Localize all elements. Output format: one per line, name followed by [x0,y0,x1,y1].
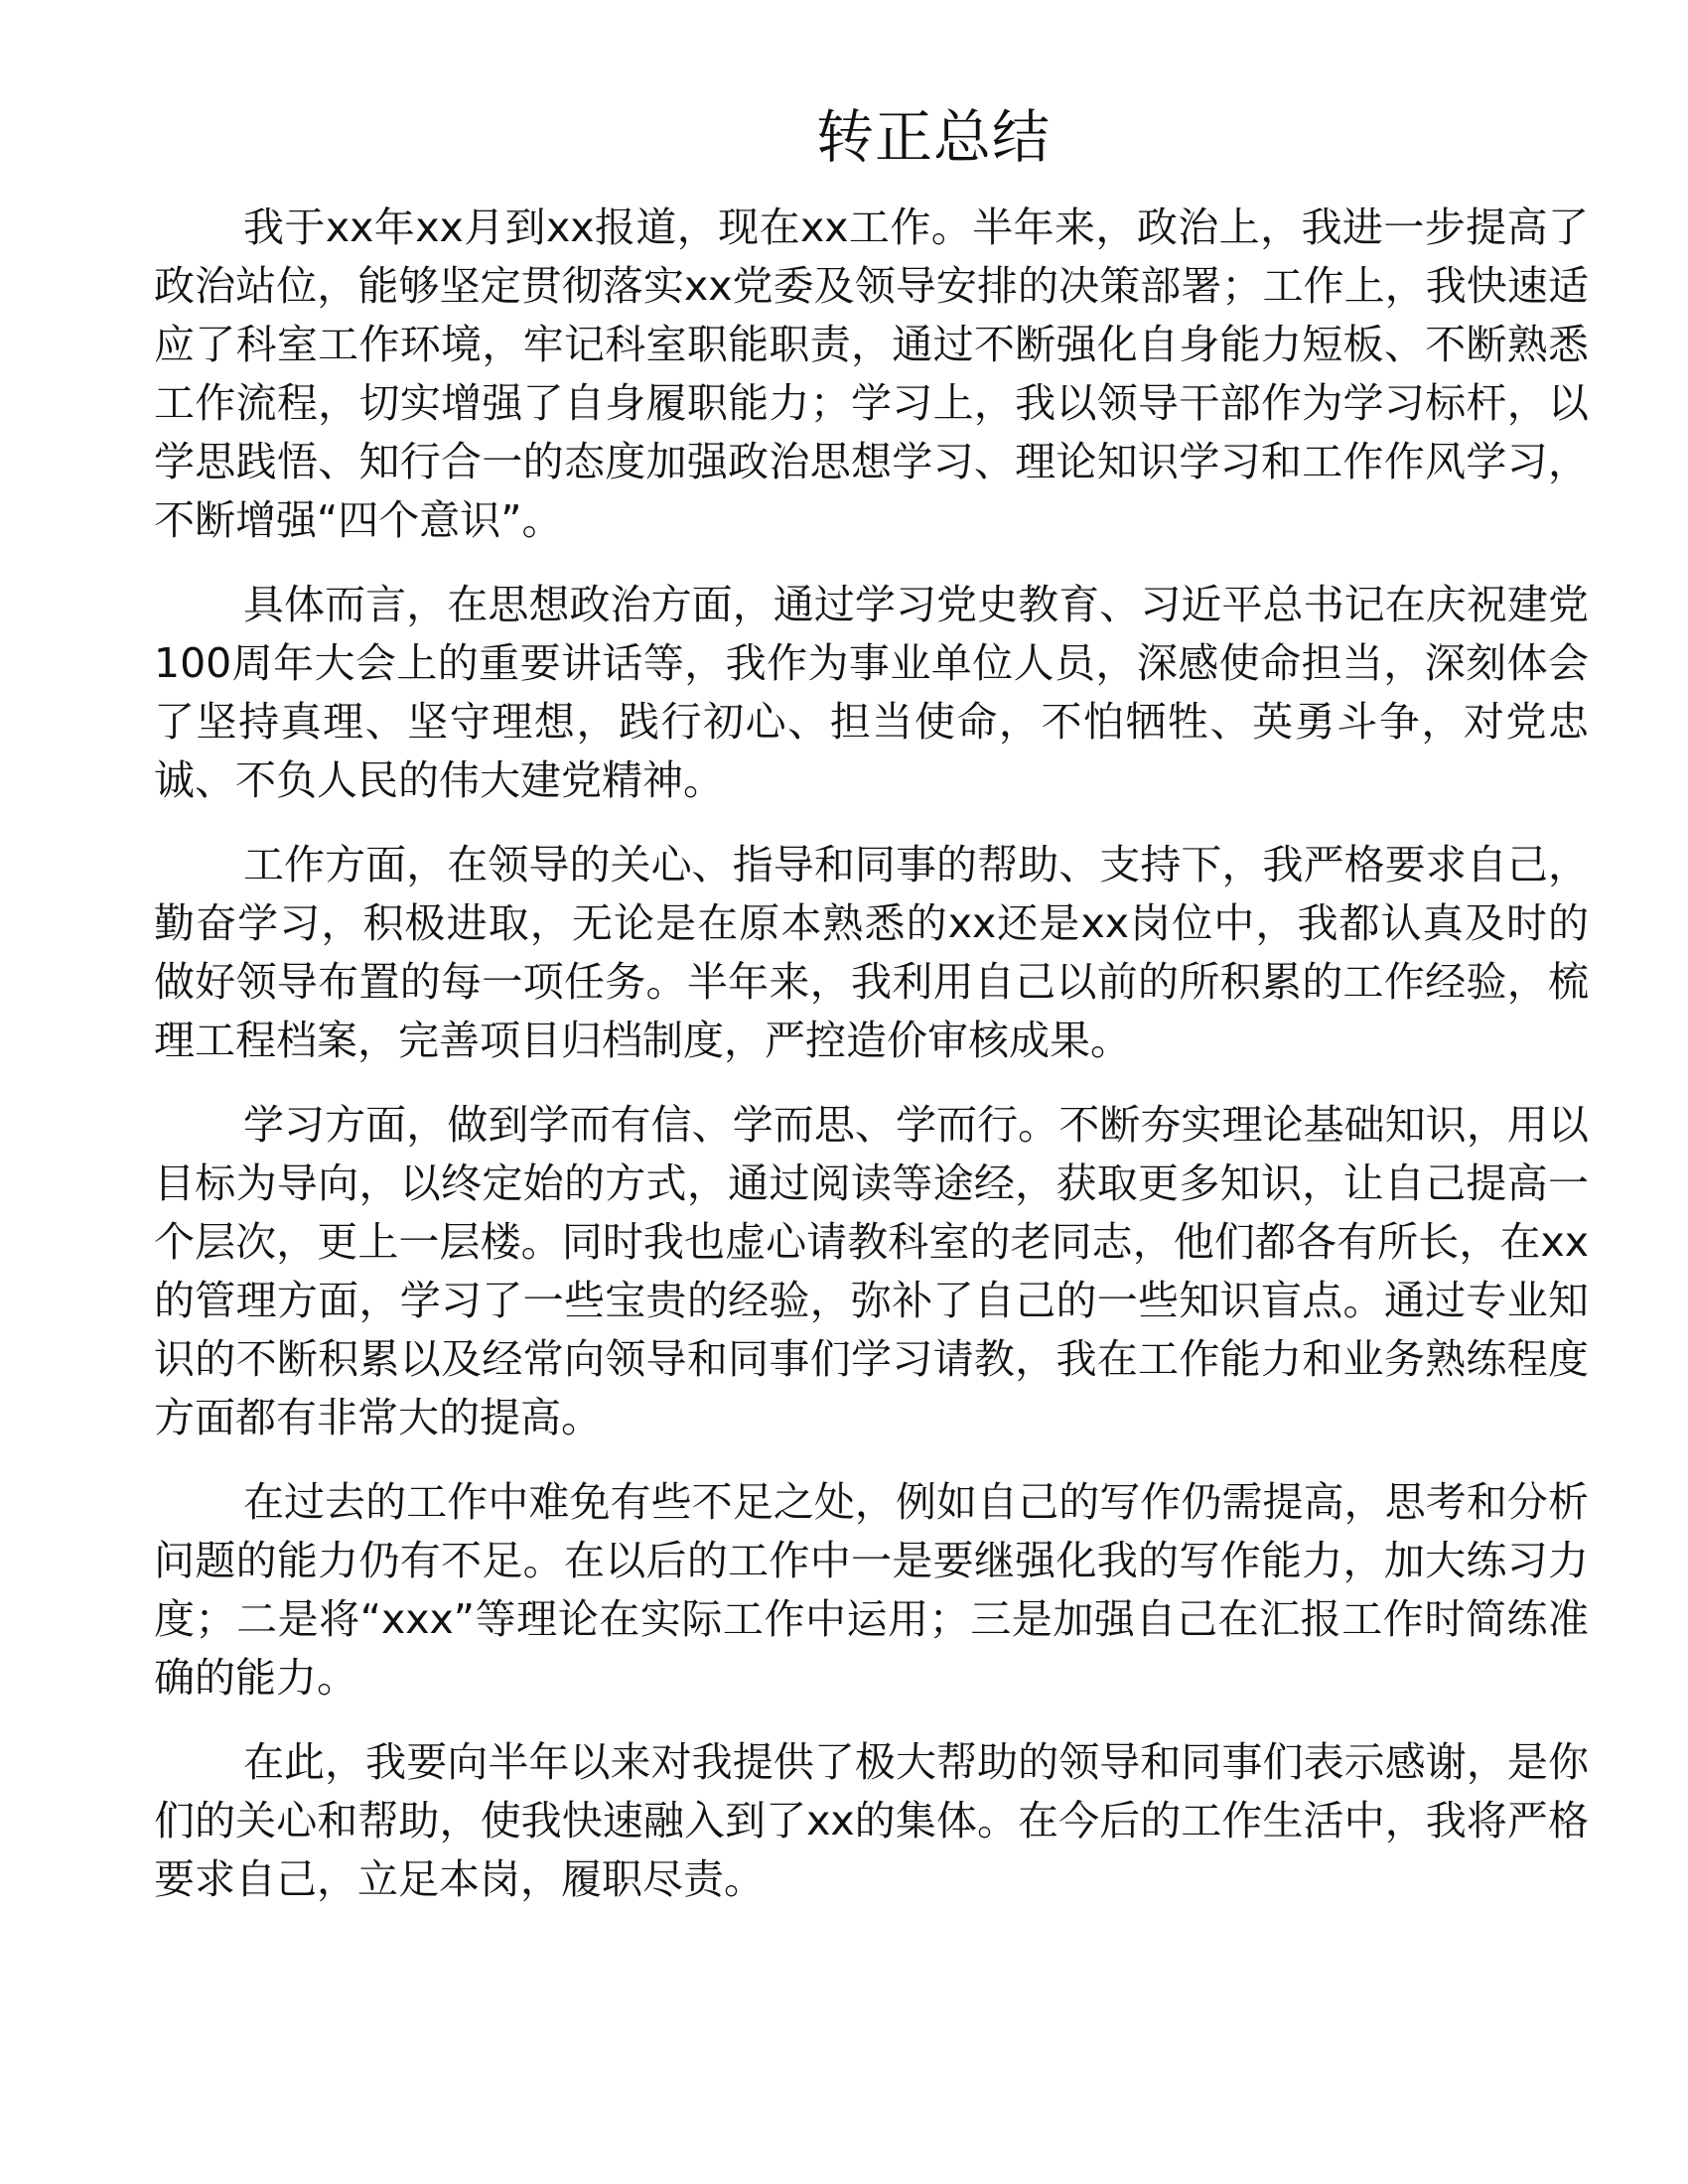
paragraph-3: 工作方面，在领导的关心、指导和同事的帮助、支持下，我严格要求自己，勤奋学习，积极进取，无论是在原本熟悉的xx还是xx岗位中，我都认真及时的做好领导布置的每一项任务。半年来，我利用自己以前的所积累的工作经验，梳理工程档案，完善项目归档制度，严控造价审核成果。 [154,841,1589,1064]
paragraph-6: 在此，我要向半年以来对我提供了极大帮助的领导和同事们表示感谢，是你们的关心和帮助，使我快速融入到了xx的集体。在今后的工作生活中，我将严格要求自己，立足本岗，履职尽责。 [154,1738,1589,1903]
paragraph-5: 在过去的工作中难免有些不足之处，例如自己的写作仍需提高，思考和分析问题的能力仍有不足。在以后的工作中一是要继强化我的写作能力，加大练习力度；二是将“xxx”等理论在实际工作中运用；三是加强自己在汇报工作时简练准确的能力。 [154,1478,1589,1702]
paragraph-2: 具体而言，在思想政治方面，通过学习党史教育、习近平总书记在庆祝建党100周年大会上的重要讲话等，我作为事业单位人员，深感使命担当，深刻体会了坚持真理、坚守理想，践行初心、担当使命，不怕牺牲、英勇斗争，对党忠诚、不负人民的伟大建党精神。 [154,581,1589,804]
document-body [154,199,1589,1935]
paragraph-4: 学习方面，做到学而有信、学而思、学而行。不断夯实理论基础知识，用以目标为导向，以终定始的方式，通过阅读等途经，获取更多知识，让自己提高一个层次，更上一层楼。同时我也虚心请教科室的老同志，他们都各有所长，在xx的管理方面，学习了一些宝贵的经验，弥补了自己的一些知识盲点。通过专业知识的不断积累以及经常向领导和同事们学习请教，我在工作能力和业务熟练程度方面都有非常大的提高。 [154,1101,1589,1441]
paragraph-1: 我于xx年xx月到xx报道，现在xx工作。半年来，政治上，我进一步提高了政治站位，能够坚定贯彻落实xx党委及领导安排的决策部署；工作上，我快速适应了科室工作环境，牢记科室职能职责，通过不断强化自身能力短板、不断熟悉工作流程，切实增强了自身履职能力；学习上，我以领导干部作为学习标杆，以学思践悟、知行合一的态度加强政治思想学习、理论知识学习和工作作风学习，不断增强“四个意识”。 [154,204,1589,544]
document-title: 转正总结 [815,103,1051,171]
